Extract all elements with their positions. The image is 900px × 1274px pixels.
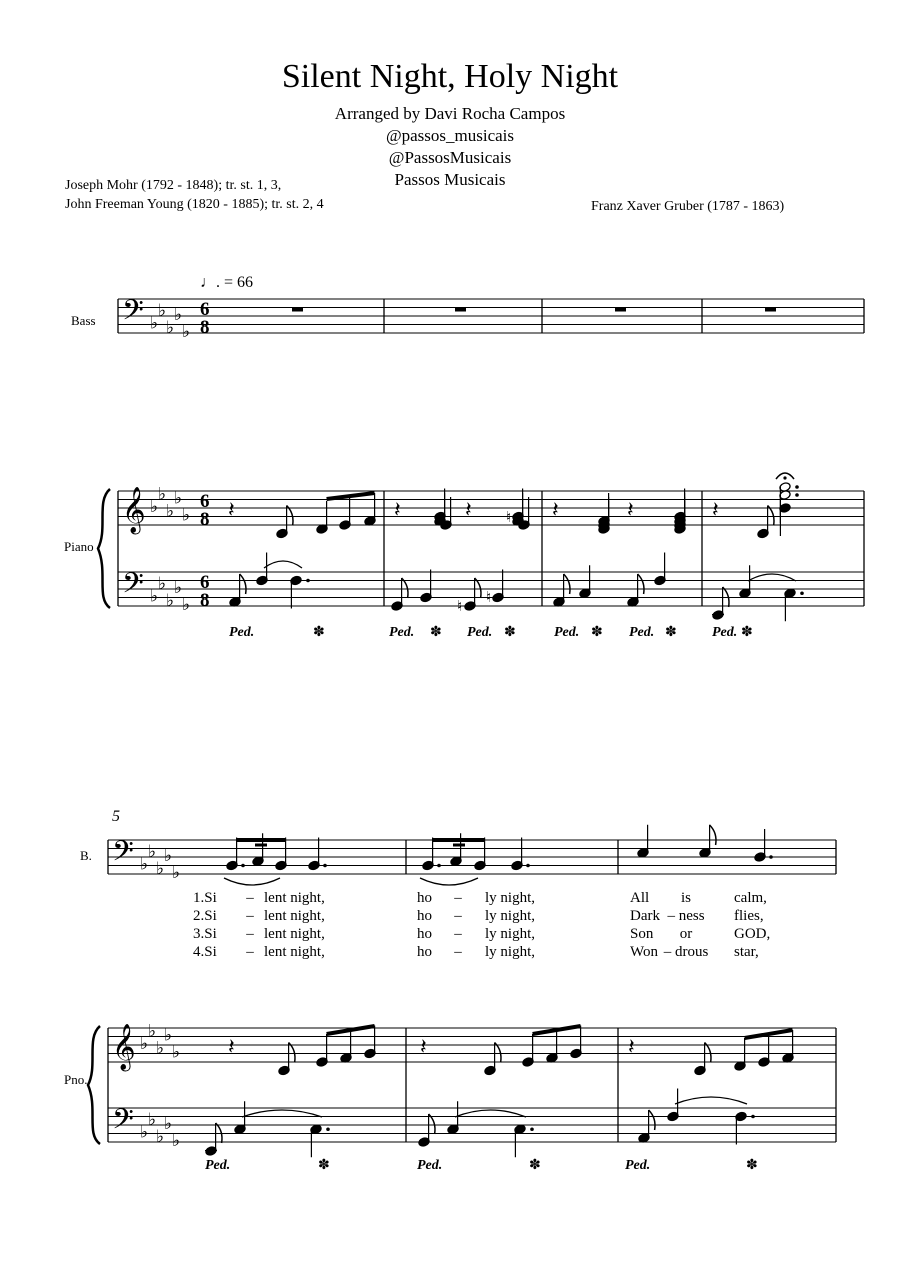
lyric-syllable: or (679, 926, 693, 942)
whole-rest-icon (455, 308, 466, 312)
augmentation-dot (241, 864, 245, 868)
flat-icon: ♭ (148, 1021, 157, 1041)
flat-icon: ♭ (156, 1038, 165, 1058)
slur (420, 878, 478, 885)
flat-icon: ♭ (164, 846, 173, 865)
eighth-flag (564, 574, 570, 594)
augmentation-dot (323, 864, 327, 868)
flat-icon: ♭ (150, 313, 159, 333)
augmentation-dot (795, 493, 799, 497)
flat-icon: ♭ (164, 1114, 173, 1133)
lyric-syllable: All (630, 890, 650, 906)
augmentation-dot (795, 485, 799, 489)
augmentation-dot (800, 591, 804, 595)
score-title: Silent Night, Holy Night (281, 58, 619, 95)
pedal-up-icon: ✽ (591, 625, 603, 640)
lyric-syllable: star, (734, 944, 759, 960)
slur (242, 1110, 322, 1117)
lyric-syllable: ho (417, 890, 432, 906)
staff-label-bass: Bass (71, 313, 96, 328)
flat-icon: ♭ (172, 1131, 181, 1150)
arranger-credit: Arranged by Davi Rocha Campos (334, 104, 566, 123)
pedal-down-mark: Ped. (629, 625, 655, 640)
slur (748, 574, 796, 581)
slur (455, 1110, 526, 1117)
flat-icon: ♭ (174, 488, 183, 508)
augmentation-dot (306, 579, 310, 583)
lyric-syllable: ho (417, 908, 432, 924)
flat-icon: ♭ (150, 497, 159, 516)
quarter-rest-icon: 𝄽 (712, 497, 719, 522)
beam (327, 493, 375, 499)
lyricist-credit-line2: John Freeman Young (1820 - 1885); tr. st. 2, 4 (65, 197, 324, 212)
dotted-quarter-note-icon: ♩. (200, 274, 220, 291)
lyric-syllable: – (454, 944, 462, 960)
pedal-down-mark: Ped. (205, 1158, 231, 1173)
flat-icon: ♭ (140, 1122, 149, 1142)
lyric-syllable: – (246, 926, 254, 942)
lyric-syllable: ho (417, 944, 432, 960)
time-sig-denominator: 8 (200, 317, 210, 338)
quarter-rest-icon: 𝄽 (228, 1034, 235, 1059)
augmentation-dot (437, 864, 441, 868)
lyric-syllable: 2.Si (193, 908, 217, 924)
slur (224, 878, 280, 885)
natural-icon: ♮ (457, 599, 463, 615)
flat-icon: ♭ (182, 505, 191, 525)
lyric-syllable: 4.Si (193, 944, 217, 960)
eighth-flag (638, 574, 644, 594)
augmentation-dot (526, 864, 530, 868)
flat-icon: ♭ (166, 590, 175, 610)
pedal-down-mark: Ped. (389, 625, 415, 640)
time-sig-denominator: 8 (200, 509, 210, 530)
staff-label-piano-short: Pno. (64, 1072, 88, 1087)
bass-clef-icon: 𝄢 (122, 296, 144, 333)
bass-clef-icon: 𝄢 (112, 837, 134, 874)
pedal-up-icon: ✽ (430, 625, 442, 640)
flat-icon: ♭ (158, 573, 167, 593)
lyric-syllable: is (680, 890, 692, 906)
flat-icon: ♭ (172, 1042, 181, 1062)
lyric-syllable: flies, (734, 908, 764, 924)
flat-icon: ♭ (148, 841, 157, 861)
composer-credit: Franz Xaver Gruber (1787 - 1863) (591, 199, 785, 214)
flat-icon: ♭ (182, 595, 191, 614)
pedal-up-icon: ✽ (313, 625, 325, 640)
flat-icon: ♭ (172, 863, 181, 882)
staff-label-bass-short: B. (80, 848, 92, 863)
lyric-syllable: – (454, 908, 462, 924)
pedal-down-mark: Ped. (625, 1158, 651, 1173)
handle-instagram: @passos_musicais (385, 126, 515, 145)
quarter-rest-icon: 𝄽 (420, 1034, 427, 1059)
natural-icon: ♮ (486, 590, 492, 606)
flat-icon: ♭ (158, 484, 167, 504)
lyric-syllable: lent night, (264, 944, 325, 960)
lyric-syllable: ho (417, 926, 432, 942)
lyric-syllable: Dark (630, 908, 660, 924)
pedal-up-icon: ✽ (529, 1158, 541, 1173)
pedal-up-icon: ✽ (746, 1158, 758, 1173)
flat-icon: ♭ (150, 586, 159, 606)
lyric-syllable: Won (630, 944, 658, 960)
lyric-syllable: lent night, (264, 890, 325, 906)
bass-clef-icon: 𝄢 (122, 569, 144, 606)
lyric-syllable: Son (630, 926, 654, 942)
augmentation-dot (769, 855, 773, 859)
lyric-syllable: lent night, (264, 926, 325, 942)
pedal-down-mark: Ped. (417, 1158, 443, 1173)
flat-icon: ♭ (182, 322, 191, 341)
treble-clef-icon: 𝄞 (112, 1024, 136, 1069)
pedal-down-mark: Ped. (712, 625, 738, 640)
augmentation-dot (530, 1127, 534, 1131)
lyric-syllable: ly night, (485, 890, 536, 906)
quarter-rest-icon: 𝄽 (627, 497, 634, 522)
augmentation-dot (326, 1127, 330, 1131)
quarter-rest-icon: 𝄽 (628, 1034, 635, 1059)
lyric-syllable: lent night, (264, 908, 325, 924)
lyric-syllable: – (246, 944, 254, 960)
lyric-syllable: 3.Si (193, 926, 217, 942)
lyric-syllable: – (454, 926, 462, 942)
bass-clef-icon: 𝄢 (112, 1105, 134, 1142)
whole-rest-icon (292, 308, 303, 312)
lyric-syllable: – ness (667, 908, 705, 924)
flat-icon: ♭ (164, 1025, 173, 1045)
flat-icon: ♭ (140, 854, 149, 874)
flat-icon: ♭ (156, 1126, 165, 1146)
quarter-rest-icon: 𝄽 (228, 497, 235, 522)
flat-icon: ♭ (174, 578, 183, 597)
whole-rest-icon (615, 308, 626, 312)
pedal-down-mark: Ped. (467, 625, 493, 640)
handle-youtube: @PassosMusicais (388, 148, 512, 167)
lyric-syllable: ly night, (485, 926, 536, 942)
lyric-syllable: – (246, 890, 254, 906)
whole-rest-icon (765, 308, 776, 312)
fermata-dot (783, 476, 786, 479)
lyric-syllable: ly night, (485, 944, 536, 960)
pedal-down-mark: Ped. (229, 625, 255, 640)
time-sig-numerator: 6 (200, 572, 210, 593)
lyric-syllable: 1.Si (193, 890, 217, 906)
time-sig-numerator: 6 (200, 299, 210, 320)
time-sig-denominator: 8 (200, 590, 210, 611)
quarter-rest-icon: 𝄽 (465, 497, 472, 522)
pedal-up-icon: ✽ (741, 625, 753, 640)
flat-icon: ♭ (166, 501, 175, 521)
measure-number: 5 (112, 808, 120, 825)
pedal-up-icon: ✽ (504, 625, 516, 640)
staff-label-piano: Piano (64, 539, 94, 554)
quarter-rest-icon: 𝄽 (552, 497, 559, 522)
flat-icon: ♭ (166, 317, 175, 337)
pedal-up-icon: ✽ (665, 625, 677, 640)
lyric-syllable: – (454, 890, 462, 906)
lyricist-credit-line1: Joseph Mohr (1792 - 1848); tr. st. 1, 3, (65, 178, 282, 193)
eighth-flag (240, 574, 246, 594)
pedal-down-mark: Ped. (554, 625, 580, 640)
treble-clef-icon: 𝄞 (122, 487, 146, 532)
quarter-rest-icon: 𝄽 (394, 497, 401, 522)
flat-icon: ♭ (156, 858, 165, 878)
lyrics-block (193, 890, 770, 960)
tempo-marking: ♩. = 66 (200, 274, 254, 291)
slur (264, 561, 302, 568)
grand-staff-brace-icon (98, 489, 110, 608)
lyric-syllable: – drous (663, 944, 709, 960)
lyric-syllable: – (246, 908, 254, 924)
augmentation-dot (751, 1115, 755, 1119)
publisher-name: Passos Musicais (394, 170, 506, 189)
eighth-flag (710, 825, 716, 845)
flat-icon: ♭ (140, 1034, 149, 1053)
pedal-up-icon: ✽ (318, 1158, 330, 1173)
eighth-flag (649, 1110, 655, 1130)
lyric-syllable: calm, (734, 890, 767, 906)
grand-staff-brace-icon (88, 1026, 100, 1144)
natural-icon: ♮ (506, 510, 512, 526)
lyric-syllable: ly night, (485, 908, 536, 924)
time-sig-numerator: 6 (200, 491, 210, 512)
flat-icon: ♭ (148, 1109, 157, 1129)
flat-icon: ♭ (158, 300, 167, 320)
slur (675, 1097, 747, 1104)
lyric-syllable: GOD, (734, 926, 771, 942)
flat-icon: ♭ (174, 305, 183, 324)
